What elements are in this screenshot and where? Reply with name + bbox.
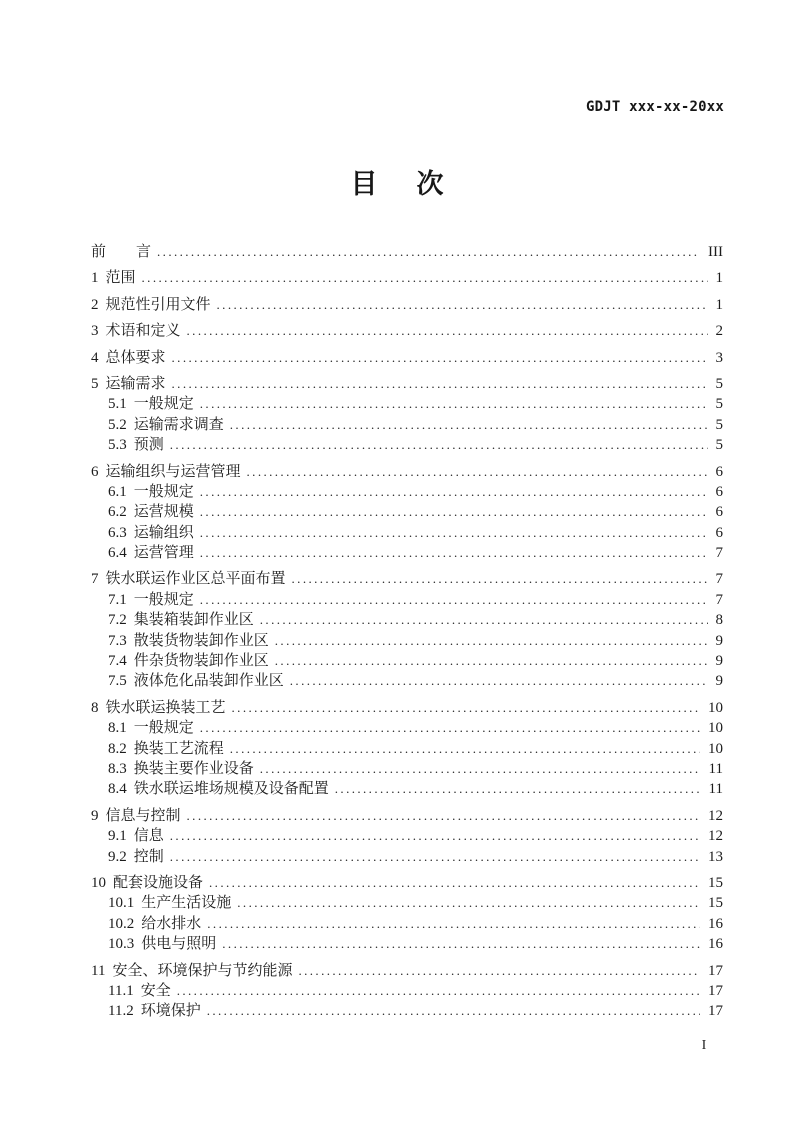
toc-entry	[91, 739, 723, 759]
toc-entry-title: 换装工艺流程	[133, 740, 224, 757]
toc-entry	[91, 779, 723, 799]
toc-entry-number: 7	[91, 571, 99, 588]
toc-entry	[91, 914, 723, 934]
document-number: GDJT xxx-xx-20xx	[585, 99, 724, 115]
toc-entry	[91, 348, 723, 368]
toc-entry-number: 10.3	[108, 936, 135, 953]
toc-entry-page: 15	[708, 874, 723, 891]
toc-entry-title: 给水排水	[141, 915, 202, 932]
toc-dot-leader	[260, 610, 708, 630]
toc-dot-leader	[230, 739, 700, 759]
toc-dot-leader	[157, 242, 700, 262]
toc-entry-page: 3	[715, 349, 723, 366]
toc-entry	[91, 374, 723, 394]
toc-entry-number: 9.2	[108, 848, 127, 865]
toc-entry-page: 5	[715, 396, 723, 413]
toc-dot-leader	[200, 590, 708, 610]
toc-entry-title: 一般规定	[133, 483, 194, 500]
toc-entry	[91, 651, 723, 671]
toc-entry	[91, 981, 723, 1001]
toc-entry-number: 8	[91, 699, 99, 716]
toc-entry-number: 3	[91, 323, 99, 340]
toc-entry-title: 前 言	[91, 244, 152, 260]
toc-entry	[91, 435, 723, 455]
toc-entry-title: 安全	[140, 982, 171, 999]
toc-entry	[91, 295, 723, 315]
toc-entry-title: 铁水联运堆场规模及设备配置	[133, 781, 329, 798]
toc-dot-leader	[207, 914, 700, 934]
page-number: I	[701, 1038, 707, 1053]
toc-entry-title: 液体危化品装卸作业区	[133, 673, 284, 690]
toc-dot-leader	[247, 462, 708, 482]
toc-entry-title: 运输组织	[133, 524, 194, 541]
toc-entry-number: 6.3	[108, 524, 127, 541]
toc-entry-title: 术语和定义	[105, 323, 181, 340]
toc-entry-page: 6	[715, 524, 723, 541]
toc-entry-number: 9	[91, 807, 99, 824]
toc-dot-leader	[200, 718, 700, 738]
toc-entry	[91, 569, 723, 589]
toc-entry-number: 7.2	[108, 612, 127, 629]
toc-entry	[91, 847, 723, 867]
toc-entry	[91, 671, 723, 691]
toc-entry-page: 5	[715, 375, 723, 392]
toc-entry-title: 供电与照明	[141, 936, 217, 953]
toc-entry-number: 7.1	[108, 591, 127, 608]
toc-entry-number: 11.1	[108, 982, 134, 999]
toc-entry-page: 10	[708, 720, 723, 737]
toc-dot-leader	[142, 268, 708, 288]
toc-entry	[91, 759, 723, 779]
toc-dot-leader	[200, 394, 708, 414]
toc-entry	[91, 482, 723, 502]
toc-dot-leader	[200, 523, 708, 543]
toc-entry	[91, 961, 723, 981]
toc-dot-leader	[170, 826, 700, 846]
toc-entry-title: 环境保护	[140, 1003, 201, 1020]
toc-entry-title: 安全、环境保护与节约能源	[112, 962, 293, 979]
toc-entry-title: 规范性引用文件	[105, 296, 211, 313]
toc-entry-title: 信息与控制	[105, 807, 181, 824]
toc-entry-page: 6	[715, 504, 723, 521]
toc-dot-leader	[170, 435, 708, 455]
toc-dot-leader	[200, 543, 708, 563]
toc-entry-page: 11	[708, 760, 723, 777]
toc-entry-number: 7.4	[108, 653, 127, 670]
toc-entry	[91, 934, 723, 954]
toc-entry-page: 15	[708, 895, 723, 912]
toc-entry-number: 6.4	[108, 545, 127, 562]
toc-entry	[91, 523, 723, 543]
toc-entry-number: 5	[91, 375, 99, 392]
toc-entry-title: 运营规模	[133, 504, 194, 521]
toc-dot-leader	[172, 348, 708, 368]
toc-entry-page: 10	[708, 740, 723, 757]
toc-entry-title: 生产生活设施	[141, 895, 232, 912]
toc-dot-leader	[292, 569, 708, 589]
toc-entry-page: 9	[715, 673, 723, 690]
toc-entry-number: 10	[91, 874, 106, 891]
toc-entry-number: 6	[91, 463, 99, 480]
toc-entry-title: 集装箱装卸作业区	[133, 612, 254, 629]
toc-entry-page: 17	[708, 1003, 723, 1020]
toc-dot-leader	[298, 961, 700, 981]
toc-entry-title: 信息	[133, 828, 164, 845]
toc-entry-number: 10.1	[108, 895, 135, 912]
toc-entry	[91, 394, 723, 414]
toc-entry-number: 8.4	[108, 781, 127, 798]
toc-entry	[91, 268, 723, 288]
toc-entry-number: 2	[91, 296, 99, 313]
toc-entry	[91, 590, 723, 610]
toc-entry	[91, 893, 723, 913]
toc-entry-title: 铁水联运换装工艺	[105, 699, 226, 716]
toc-entry-title: 一般规定	[133, 396, 194, 413]
toc-entry-title: 一般规定	[133, 720, 194, 737]
toc-dot-leader	[207, 1001, 700, 1021]
toc-entry-title: 散装货物装卸作业区	[133, 632, 269, 649]
toc-entry-page: 11	[708, 781, 723, 798]
toc-entry-number: 10.2	[108, 915, 135, 932]
toc-entry-page: 7	[715, 545, 723, 562]
toc-entry	[91, 826, 723, 846]
toc-entry	[91, 698, 723, 718]
toc-entry-title: 范围	[105, 270, 136, 287]
toc-dot-leader	[170, 847, 700, 867]
toc-entry	[91, 502, 723, 522]
toc-entry-page: 12	[708, 807, 723, 824]
toc-entry	[91, 1001, 723, 1021]
toc-dot-leader	[200, 502, 708, 522]
toc-entry-page: 16	[708, 915, 723, 932]
toc-entry	[91, 718, 723, 738]
toc-entry-page: 17	[708, 982, 723, 999]
toc-entry-title: 铁水联运作业区总平面布置	[105, 571, 286, 588]
toc-entry-number: 6.2	[108, 504, 127, 521]
toc-entry-number: 6.1	[108, 483, 127, 500]
toc-entry	[91, 242, 723, 262]
toc-entry-title: 一般规定	[133, 591, 194, 608]
toc-entry-page: 9	[715, 632, 723, 649]
toc-dot-leader	[177, 981, 700, 1001]
toc-entry-number: 7.5	[108, 673, 127, 690]
toc-entry-number: 11	[91, 962, 106, 979]
toc-dot-leader	[260, 759, 701, 779]
toc-entry-title: 总体要求	[105, 349, 166, 366]
toc-entry-page: 8	[715, 612, 723, 629]
toc-dot-leader	[230, 415, 708, 435]
toc-entry-title: 换装主要作业设备	[133, 760, 254, 777]
toc-entry-number: 8.2	[108, 740, 127, 757]
toc-entry-page: 5	[715, 416, 723, 433]
toc-entry	[91, 462, 723, 482]
toc-entry	[91, 321, 723, 341]
toc-entry-title: 预测	[133, 437, 164, 454]
toc-entry-title: 控制	[133, 848, 164, 865]
toc-entry	[91, 806, 723, 826]
toc-entry-page: 5	[715, 437, 723, 454]
toc-dot-leader	[275, 631, 708, 651]
toc-entry-page: 6	[715, 463, 723, 480]
toc-entry-title: 配套设施设备	[113, 874, 204, 891]
table-of-contents	[91, 242, 723, 1022]
toc-entry-title: 运营管理	[133, 545, 194, 562]
toc-entry	[91, 543, 723, 563]
toc-entry-title: 运输需求调查	[133, 416, 224, 433]
toc-entry-page: 9	[715, 653, 723, 670]
toc-dot-leader	[172, 374, 708, 394]
toc-dot-leader	[232, 698, 700, 718]
toc-entry-number: 4	[91, 349, 99, 366]
toc-dot-leader	[335, 779, 701, 799]
page-title: 目 次	[350, 169, 450, 200]
toc-entry	[91, 873, 723, 893]
toc-entry-title: 运输需求	[105, 375, 166, 392]
toc-entry-page: 10	[708, 699, 723, 716]
toc-entry	[91, 415, 723, 435]
toc-entry-page: III	[708, 244, 723, 260]
toc-entry	[91, 631, 723, 651]
toc-dot-leader	[209, 873, 700, 893]
toc-entry-page: 2	[715, 323, 723, 340]
toc-dot-leader	[290, 671, 708, 691]
toc-dot-leader	[187, 806, 700, 826]
toc-entry-title: 运输组织与运营管理	[105, 463, 241, 480]
toc-entry-page: 7	[715, 571, 723, 588]
toc-entry-number: 7.3	[108, 632, 127, 649]
toc-dot-leader	[187, 321, 708, 341]
toc-entry-number: 11.2	[108, 1003, 134, 1020]
toc-entry-page: 12	[708, 828, 723, 845]
toc-entry-page: 13	[708, 848, 723, 865]
toc-dot-leader	[200, 482, 708, 502]
toc-entry-page: 16	[708, 936, 723, 953]
toc-entry-number: 9.1	[108, 828, 127, 845]
toc-entry	[91, 610, 723, 630]
toc-entry-title: 件杂货物装卸作业区	[133, 653, 269, 670]
toc-entry-number: 8.3	[108, 760, 127, 777]
toc-dot-leader	[217, 295, 708, 315]
toc-entry-page: 7	[715, 591, 723, 608]
toc-entry-number: 1	[91, 270, 99, 287]
toc-entry-number: 5.2	[108, 416, 127, 433]
toc-entry-number: 8.1	[108, 720, 127, 737]
toc-dot-leader	[237, 893, 700, 913]
toc-dot-leader	[222, 934, 700, 954]
toc-entry-page: 6	[715, 483, 723, 500]
toc-entry-number: 5.1	[108, 396, 127, 413]
toc-entry-number: 5.3	[108, 437, 127, 454]
toc-dot-leader	[275, 651, 708, 671]
toc-entry-page: 1	[715, 296, 723, 313]
toc-entry-page: 17	[708, 962, 723, 979]
toc-entry-page: 1	[715, 270, 723, 287]
